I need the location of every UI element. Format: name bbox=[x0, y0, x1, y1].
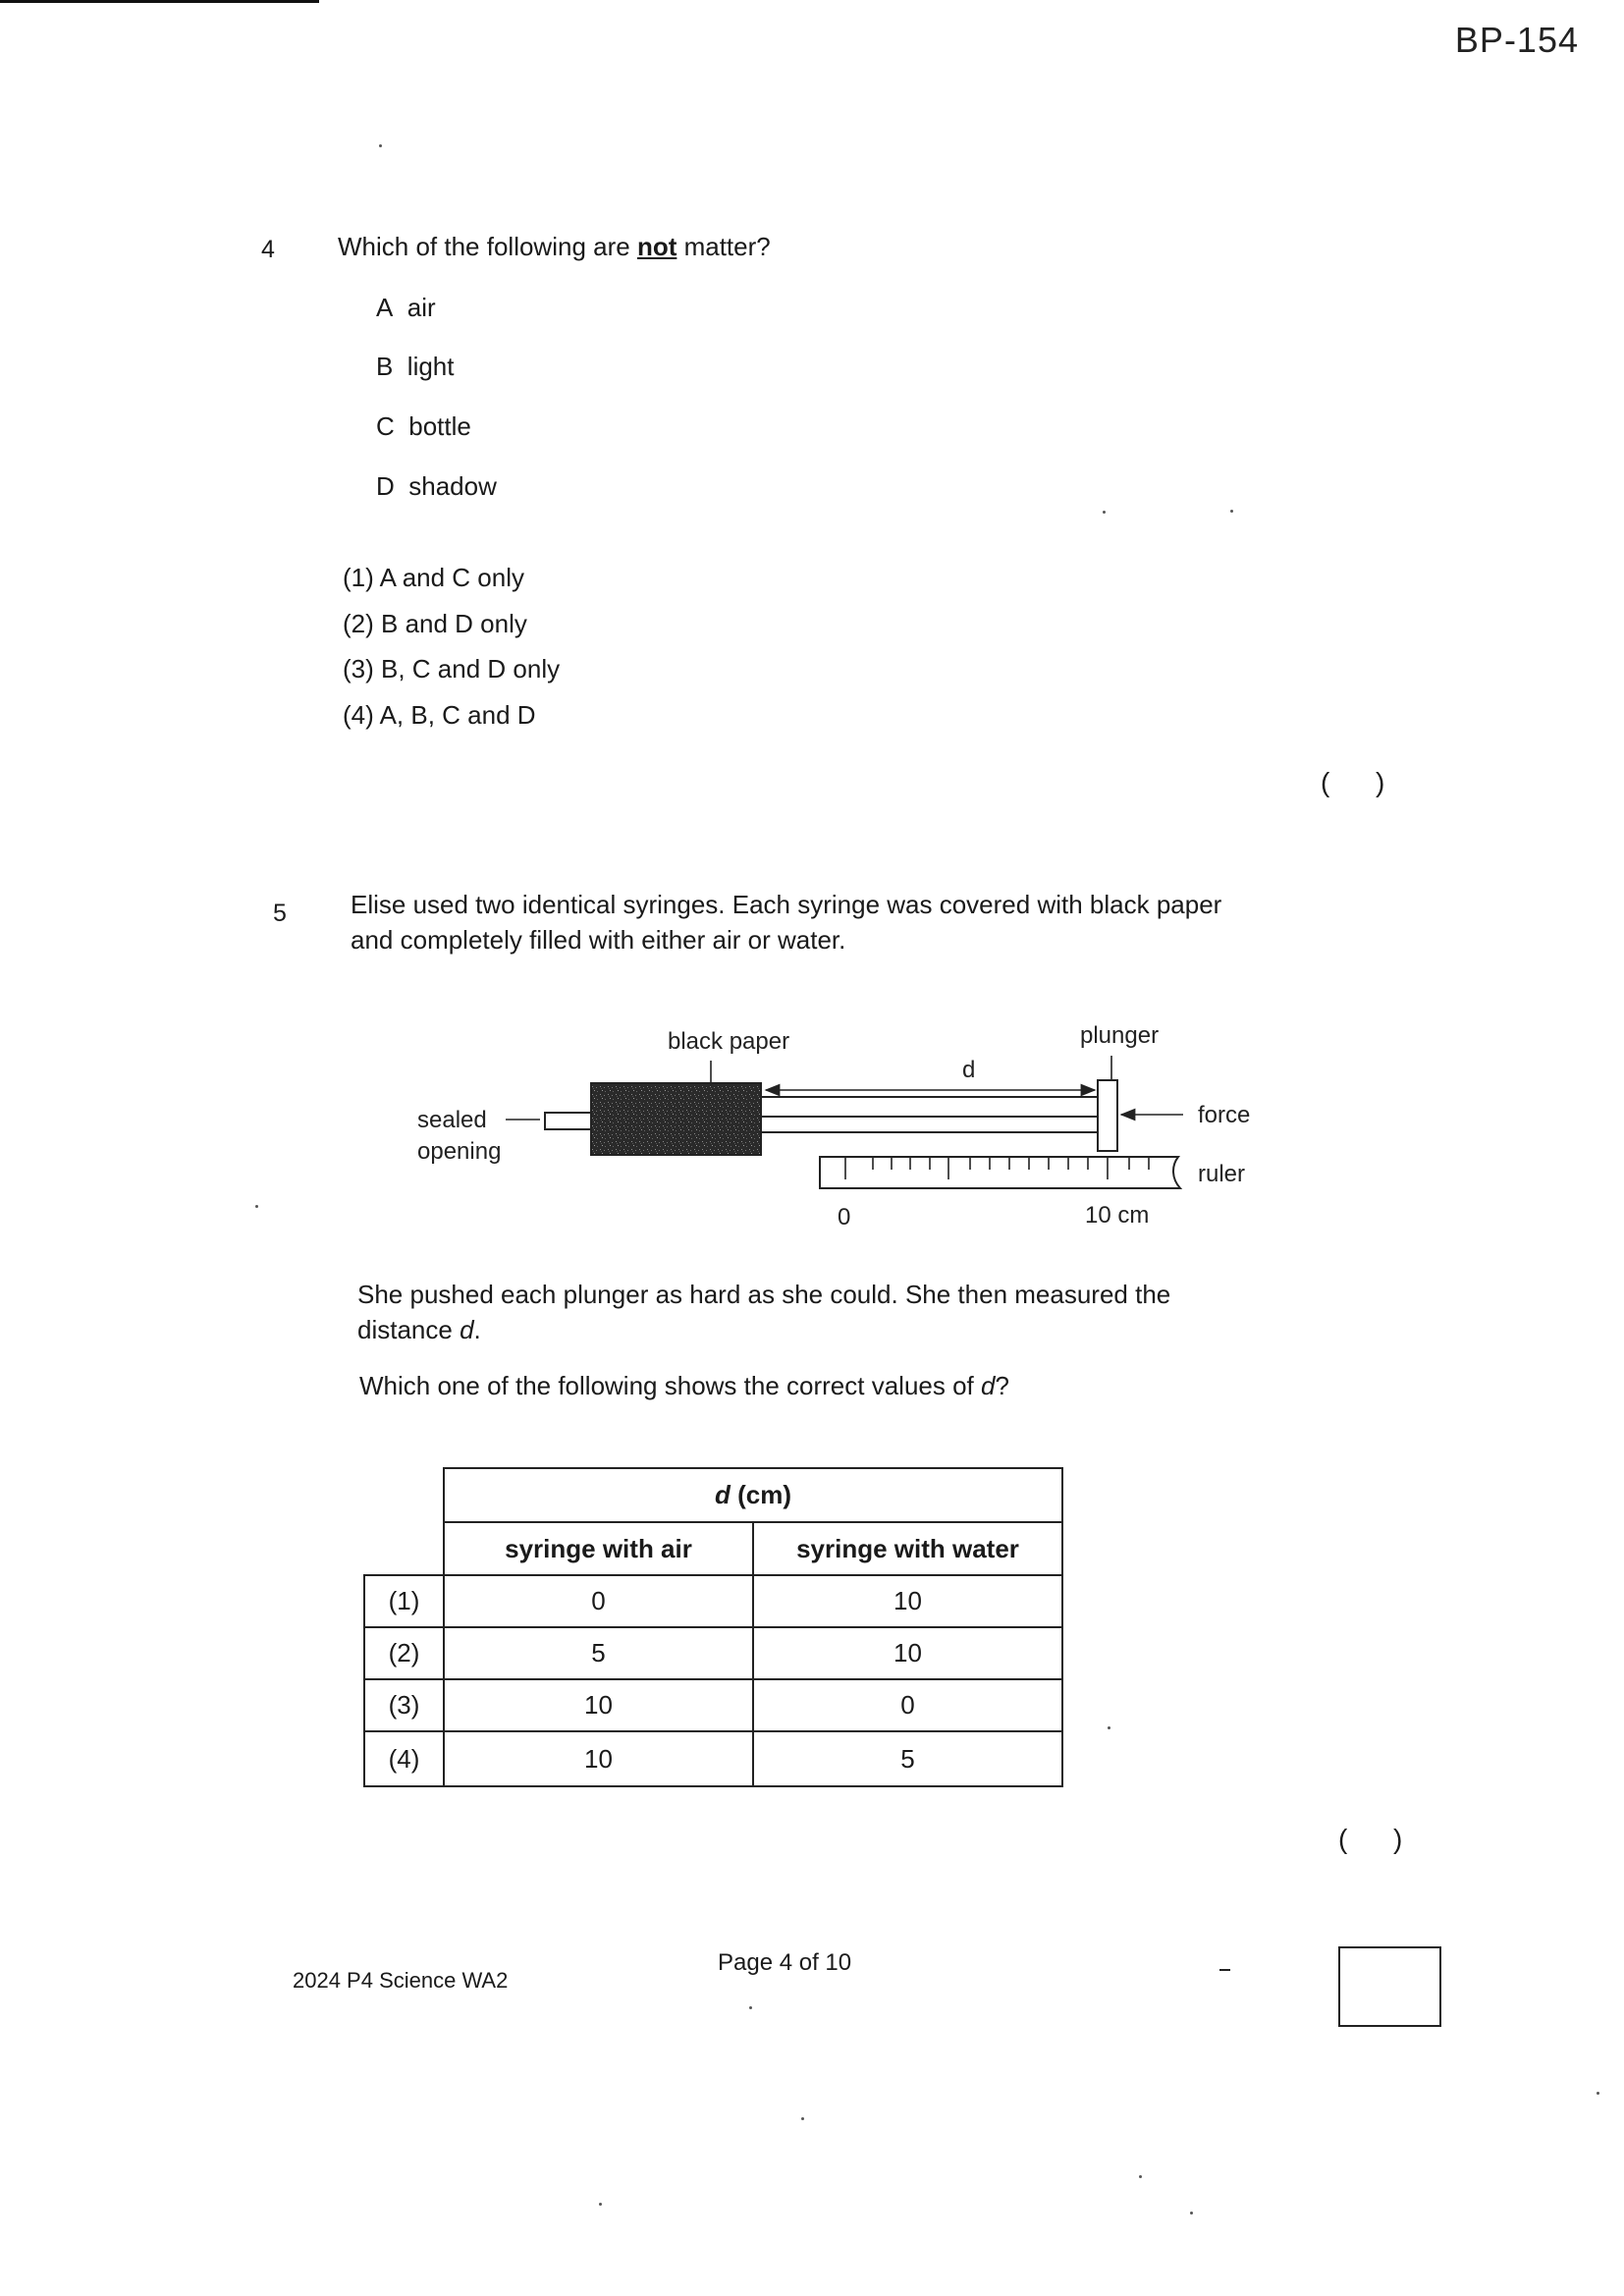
marks-box bbox=[1338, 1946, 1441, 2027]
question-5-answer-table bbox=[363, 1467, 1063, 1787]
table-corner-blank bbox=[364, 1468, 444, 1522]
question-4-option-2: (2) B and D only bbox=[343, 609, 527, 638]
row-option: (3) bbox=[364, 1679, 444, 1731]
question-5-intro-line-2: and completely filled with either air or water. bbox=[351, 925, 846, 955]
row-option: (2) bbox=[364, 1627, 444, 1679]
question-4-option-3: (3) B, C and D only bbox=[343, 654, 561, 683]
cell-water: 5 bbox=[753, 1731, 1062, 1786]
scan-speck bbox=[749, 2006, 752, 2009]
top-edge-rule bbox=[0, 0, 319, 3]
item-text: shadow bbox=[408, 471, 497, 501]
question-4-option-1: (1) A and C only bbox=[343, 563, 524, 592]
variable-d: d bbox=[714, 1480, 731, 1509]
item-letter: D bbox=[376, 471, 395, 501]
table-corner-blank bbox=[364, 1522, 444, 1575]
item-text: light bbox=[406, 352, 455, 381]
cell-air: 0 bbox=[444, 1575, 753, 1627]
table-subheader-row bbox=[364, 1522, 1062, 1575]
row-option: (1) bbox=[364, 1575, 444, 1627]
question-4-item-a bbox=[376, 293, 436, 323]
scan-speck bbox=[801, 2117, 804, 2120]
question-4-item-c bbox=[376, 411, 471, 442]
question-4-stem-emphasis: not bbox=[636, 232, 677, 261]
column-header-water: syringe with water bbox=[753, 1522, 1062, 1575]
label-opening: opening bbox=[417, 1138, 502, 1165]
item-text: bottle bbox=[408, 411, 471, 441]
table-header-row bbox=[364, 1468, 1062, 1522]
question-5-answer-bracket: ( ) bbox=[1338, 1824, 1403, 1854]
question-4-option-4: (4) A, B, C and D bbox=[343, 700, 536, 730]
question-4-item-b bbox=[376, 352, 455, 382]
label-sealed: sealed bbox=[417, 1107, 487, 1133]
question-4-item-d bbox=[376, 471, 497, 502]
text-span: ? bbox=[995, 1371, 1009, 1400]
sealed-nozzle bbox=[545, 1113, 594, 1129]
cell-water: 0 bbox=[753, 1679, 1062, 1731]
scan-speck bbox=[1103, 511, 1106, 514]
label-plunger: plunger bbox=[1080, 1022, 1160, 1049]
cell-air: 5 bbox=[444, 1627, 753, 1679]
item-letter: A bbox=[376, 293, 394, 322]
footer-page-number: Page 4 of 10 bbox=[718, 1949, 852, 1976]
scan-speck bbox=[599, 2203, 602, 2206]
cell-water: 10 bbox=[753, 1627, 1062, 1679]
text-span: distance bbox=[357, 1315, 460, 1344]
table-row bbox=[364, 1731, 1062, 1786]
row-option: (4) bbox=[364, 1731, 444, 1786]
item-text: air bbox=[406, 293, 436, 322]
label-zero: 0 bbox=[838, 1204, 851, 1230]
question-4-stem bbox=[338, 232, 771, 262]
scan-speck bbox=[255, 1205, 258, 1208]
question-5-prompt bbox=[359, 1371, 1009, 1401]
table-row bbox=[364, 1627, 1062, 1679]
label-ten-cm: 10 cm bbox=[1085, 1202, 1150, 1229]
question-4-stem-end: matter? bbox=[677, 232, 771, 261]
column-header-air: syringe with air bbox=[444, 1522, 753, 1575]
scan-speck bbox=[1597, 2092, 1599, 2095]
label-ruler: ruler bbox=[1198, 1161, 1246, 1187]
label-force: force bbox=[1198, 1102, 1251, 1128]
question-5-number: 5 bbox=[273, 900, 287, 927]
question-4-answer-bracket: ( ) bbox=[1321, 767, 1385, 797]
footer-paper-title: 2024 P4 Science WA2 bbox=[293, 1968, 509, 1993]
item-letter: C bbox=[376, 411, 395, 441]
scan-speck bbox=[1230, 510, 1233, 513]
label-d: d bbox=[962, 1057, 976, 1083]
ruler bbox=[820, 1157, 1180, 1188]
question-5-after-line-1: She pushed each plunger as hard as she could. She then measured the bbox=[357, 1280, 1171, 1309]
item-letter: B bbox=[376, 352, 394, 381]
scan-speck bbox=[379, 144, 382, 147]
question-4-number: 4 bbox=[261, 236, 275, 263]
label-black-paper: black paper bbox=[668, 1028, 790, 1055]
text-span: . bbox=[473, 1315, 481, 1344]
scan-speck bbox=[1108, 1726, 1110, 1729]
table-header-d bbox=[444, 1468, 1062, 1522]
cell-water: 10 bbox=[753, 1575, 1062, 1627]
syringe-diagram bbox=[403, 1007, 1286, 1262]
text-span: (cm) bbox=[730, 1480, 791, 1509]
table-row bbox=[364, 1575, 1062, 1627]
black-paper-barrel bbox=[591, 1083, 761, 1155]
paper-code: BP-154 bbox=[1454, 20, 1579, 60]
text-span: Which one of the following shows the correct values of bbox=[359, 1371, 981, 1400]
plunger-head bbox=[1098, 1080, 1117, 1151]
question-4-stem-start: Which of the following are bbox=[338, 232, 637, 261]
footer-dash bbox=[1219, 1969, 1230, 1971]
question-5-intro-line-1: Elise used two identical syringes. Each syringe was covered with black paper bbox=[351, 890, 1222, 919]
variable-d: d bbox=[981, 1371, 996, 1400]
scan-speck bbox=[1190, 2212, 1193, 2214]
question-5-after-line-2 bbox=[357, 1315, 481, 1345]
variable-d: d bbox=[460, 1315, 474, 1344]
scan-speck bbox=[1139, 2175, 1142, 2178]
cell-air: 10 bbox=[444, 1731, 753, 1786]
table-row bbox=[364, 1679, 1062, 1731]
cell-air: 10 bbox=[444, 1679, 753, 1731]
